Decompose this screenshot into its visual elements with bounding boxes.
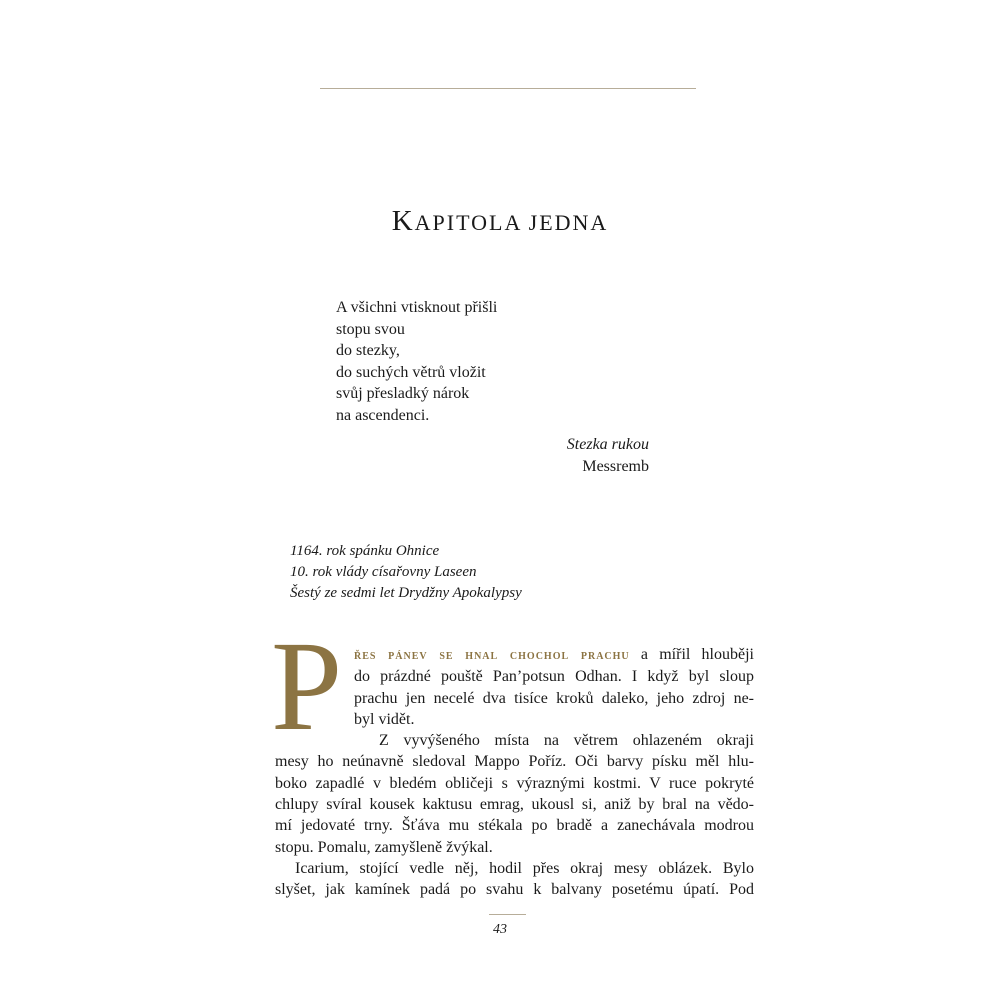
body-line: stopu. Pomalu, zamyšleně žvýkal.: [275, 838, 493, 856]
body-line: mesy ho neúnavně sledoval Mappo Poříz. Oči barvy písku měl hlu-: [275, 753, 754, 771]
body-line: [275, 644, 754, 666]
body-line: boko zapadlé v bledém obličeji s výraznými kostmi. V ruce pokryté: [275, 774, 754, 792]
body-line: mí jedovaté trny. Šťáva mu stékala po bradě a zanechávala modrou: [275, 817, 754, 835]
dateline-line: Šestý ze sedmi let Drydžny Apokalypsy: [290, 585, 522, 601]
body-line: Z vyvýšeného místa na větrem ohlazeném okraji: [379, 732, 754, 750]
epigraph-line: do stezky,: [336, 342, 400, 359]
epigraph: [336, 297, 497, 426]
chapter-title: [0, 205, 1000, 238]
body-text: [275, 644, 754, 901]
epigraph-author: Messremb: [582, 457, 649, 475]
epigraph-attribution: [567, 434, 649, 477]
epigraph-source: Stezka rukou: [566, 436, 649, 453]
body-line: byl vidět.: [354, 710, 415, 728]
body-line: Icarium, stojící vedle něj, hodil přes okraj mesy oblázek. Bylo: [295, 859, 754, 877]
dateline: [290, 541, 522, 604]
page-number: 43: [493, 922, 507, 937]
dateline-line: 10. rok vlády císařovny Laseen: [290, 564, 477, 580]
epigraph-line: stopu svou: [336, 320, 405, 338]
footer-rule: [489, 914, 526, 915]
chapter-title-initial: K: [391, 205, 415, 237]
lead-in-smallcaps: řes pánev se hnal chochol prachu: [354, 648, 630, 663]
body-line: chlupy svíral kousek kaktusu emrag, ukousl si, aniž by bral na vědo-: [275, 796, 754, 814]
dateline-line: 1164. rok spánku Ohnice: [290, 543, 440, 559]
chapter-title-rest: APITOLA JEDNA: [414, 210, 609, 235]
body-line: prachu jen necelé dva tisíce kroků daleko, jeho zdroj ne-: [354, 689, 754, 707]
body-line-rest: a mířil hlouběji: [640, 646, 754, 663]
body-line: slyšet, jak kamínek padá po svahu k balvany posetému úpatí. Pod: [275, 881, 754, 899]
drop-cap: P: [271, 615, 343, 757]
epigraph-line: A všichni vtisknout přišli: [336, 299, 498, 316]
top-rule: [320, 88, 696, 89]
epigraph-line: svůj přesladký nárok: [336, 385, 470, 402]
epigraph-line: do suchých větrů vložit: [336, 363, 486, 381]
epigraph-line: na ascendenci.: [336, 406, 430, 424]
body-line: do prázdné pouště Pan’potsun Odhan. I když byl sloup: [354, 668, 754, 686]
